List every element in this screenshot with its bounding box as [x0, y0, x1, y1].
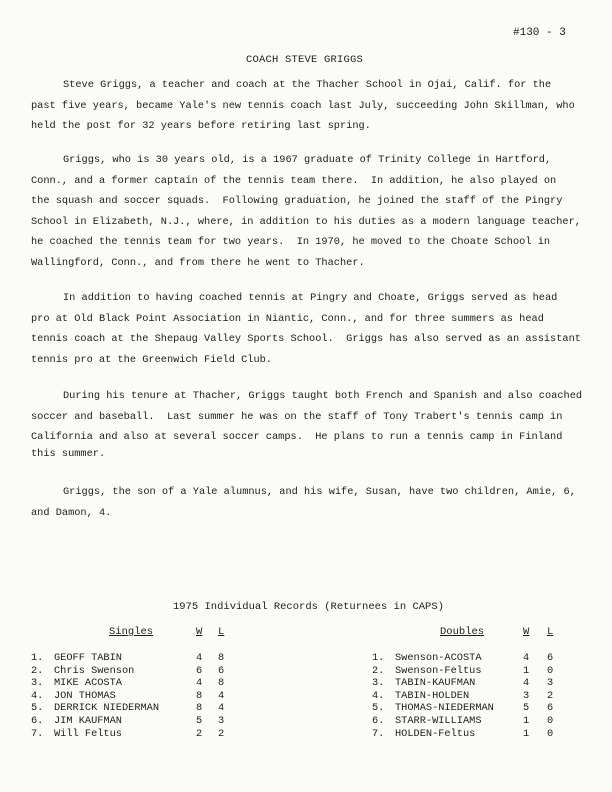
table-row	[31, 728, 231, 741]
text-line: In addition to having coached tennis at Pingry and Choate, Griggs served as head	[63, 292, 558, 304]
table-row	[372, 715, 572, 728]
doubles-w-header: W	[523, 626, 530, 638]
singles-header: Singles	[109, 626, 154, 638]
wins: 4	[523, 652, 530, 664]
text-line: Steve Griggs, a teacher and coach at the Thacher School in Ojai, Calif. for the	[63, 79, 552, 91]
losses: 4	[218, 702, 225, 715]
table-row	[31, 690, 231, 703]
table-row	[372, 677, 572, 690]
table-row	[372, 702, 572, 715]
player-name: MIKE ACOSTA	[54, 677, 122, 690]
rank: 7.	[372, 727, 385, 740]
losses: 0	[547, 714, 554, 727]
losses: 8	[218, 652, 225, 664]
table-row	[31, 677, 231, 690]
rank: 5.	[372, 702, 385, 715]
text-line: Griggs, who is 30 years old, is a 1967 graduate of Trinity College in Hartford,	[63, 154, 552, 166]
rank: 2.	[31, 664, 44, 677]
wins: 1	[523, 714, 530, 727]
wins: 5	[523, 702, 530, 715]
rank: 7.	[31, 727, 44, 740]
paragraph-2	[31, 150, 591, 273]
text-line: tennis pro at the Greenwich Field Club.	[31, 353, 272, 366]
losses: 6	[547, 652, 554, 664]
wins: 2	[196, 727, 203, 740]
singles-table	[31, 652, 231, 740]
table-row	[31, 665, 231, 678]
losses: 3	[547, 677, 554, 690]
text-line: During his tenure at Thacher, Griggs taught both French and Spanish and also coached	[63, 390, 583, 402]
losses: 6	[218, 664, 225, 677]
losses: 8	[218, 677, 225, 690]
rank: 1.	[372, 652, 385, 664]
losses: 0	[547, 664, 554, 677]
losses: 0	[547, 727, 554, 740]
paragraph-3	[31, 288, 591, 370]
table-row	[372, 728, 572, 741]
player-name: JON THOMAS	[54, 689, 116, 702]
rank: 6.	[372, 714, 385, 727]
rank: 1.	[31, 652, 44, 664]
wins: 4	[196, 677, 203, 690]
text-line: past five years, became Yale's new tennis coach last July, succeeding John Skillman, who	[31, 99, 575, 112]
rank: 4.	[372, 689, 385, 702]
losses: 6	[547, 702, 554, 715]
article-title: COACH STEVE GRIGGS	[246, 54, 364, 66]
team-name: HOLDEN-Feltus	[395, 727, 476, 740]
rank: 3.	[372, 677, 385, 690]
text-line: School in Elizabeth, N.J., where, in addition to his duties as a modern language teacher,	[31, 215, 581, 228]
losses: 4	[218, 689, 225, 702]
losses: 3	[218, 714, 225, 727]
losses: 2	[218, 727, 225, 740]
wins: 1	[523, 727, 530, 740]
team-name: Swenson-Feltus	[395, 664, 482, 677]
team-name: TABIN-HOLDEN	[395, 689, 470, 702]
paragraph-5	[31, 482, 591, 523]
wins: 4	[196, 652, 203, 664]
text-line: and Damon, 4.	[31, 506, 112, 519]
table-row	[31, 702, 231, 715]
paragraph-4	[31, 386, 591, 464]
player-name: Chris Swenson	[54, 664, 135, 677]
page-number: #130 - 3	[513, 27, 566, 39]
player-name: GEOFF TABIN	[54, 652, 122, 664]
doubles-l-header: L	[547, 626, 554, 638]
team-name: TABIN-KAUFMAN	[395, 677, 476, 690]
doubles-header: Doubles	[440, 626, 485, 638]
table-row	[31, 715, 231, 728]
singles-w-header: W	[196, 626, 203, 638]
text-line: the squash and soccer squads. Following graduation, he joined the staff of the Pingry	[31, 195, 563, 207]
paragraph-1	[31, 75, 591, 137]
text-line: soccer and baseball. Last summer he was on the staff of Tony Trabert's tennis camp in	[31, 410, 563, 423]
rank: 6.	[31, 714, 44, 727]
player-name: Will Feltus	[54, 727, 122, 740]
rank: 3.	[31, 677, 44, 690]
wins: 1	[523, 664, 530, 677]
team-name: Swenson-ACOSTA	[395, 652, 482, 664]
rank: 2.	[372, 664, 385, 677]
losses: 2	[547, 689, 554, 702]
wins: 6	[196, 664, 203, 677]
wins: 4	[523, 677, 530, 690]
team-name: THOMAS-NIEDERMAN	[395, 702, 494, 715]
text-line: pro at Old Black Point Association in Niantic, Conn., and for three summers as head	[31, 312, 544, 325]
table-row	[372, 690, 572, 703]
table-row	[31, 652, 231, 665]
text-line: tennis coach at the Shepaug Valley Sports School. Griggs has also served as an assistant	[31, 333, 581, 345]
text-line: held the post for 32 years before retiring last spring.	[31, 120, 371, 132]
doubles-table	[372, 652, 572, 740]
text-line: Griggs, the son of a Yale alumnus, and his wife, Susan, have two children, Amie, 6,	[63, 486, 576, 498]
wins: 8	[196, 689, 203, 702]
text-line: this summer.	[31, 447, 106, 460]
table-row	[372, 652, 572, 665]
text-line: California and also at several soccer camps. He plans to run a tennis camp in Finland	[31, 431, 563, 443]
text-line: Conn., and a former captain of the tennis team there. In addition, he also played on	[31, 174, 557, 187]
rank: 5.	[31, 702, 44, 715]
wins: 3	[523, 689, 530, 702]
text-line: he coached the tennis team for two years. In 1970, he moved to the Choate School in	[31, 236, 551, 248]
singles-l-header: L	[218, 626, 225, 638]
rank: 4.	[31, 689, 44, 702]
records-title: 1975 Individual Records (Returnees in CAPS)	[173, 601, 444, 613]
table-row	[372, 665, 572, 678]
player-name: JIM KAUFMAN	[54, 714, 122, 727]
text-line: Wallingford, Conn., and from there he went to Thacher.	[31, 256, 365, 269]
wins: 8	[196, 702, 203, 715]
team-name: STARR-WILLIAMS	[395, 714, 482, 727]
wins: 5	[196, 714, 203, 727]
player-name: DERRICK NIEDERMAN	[54, 702, 160, 715]
